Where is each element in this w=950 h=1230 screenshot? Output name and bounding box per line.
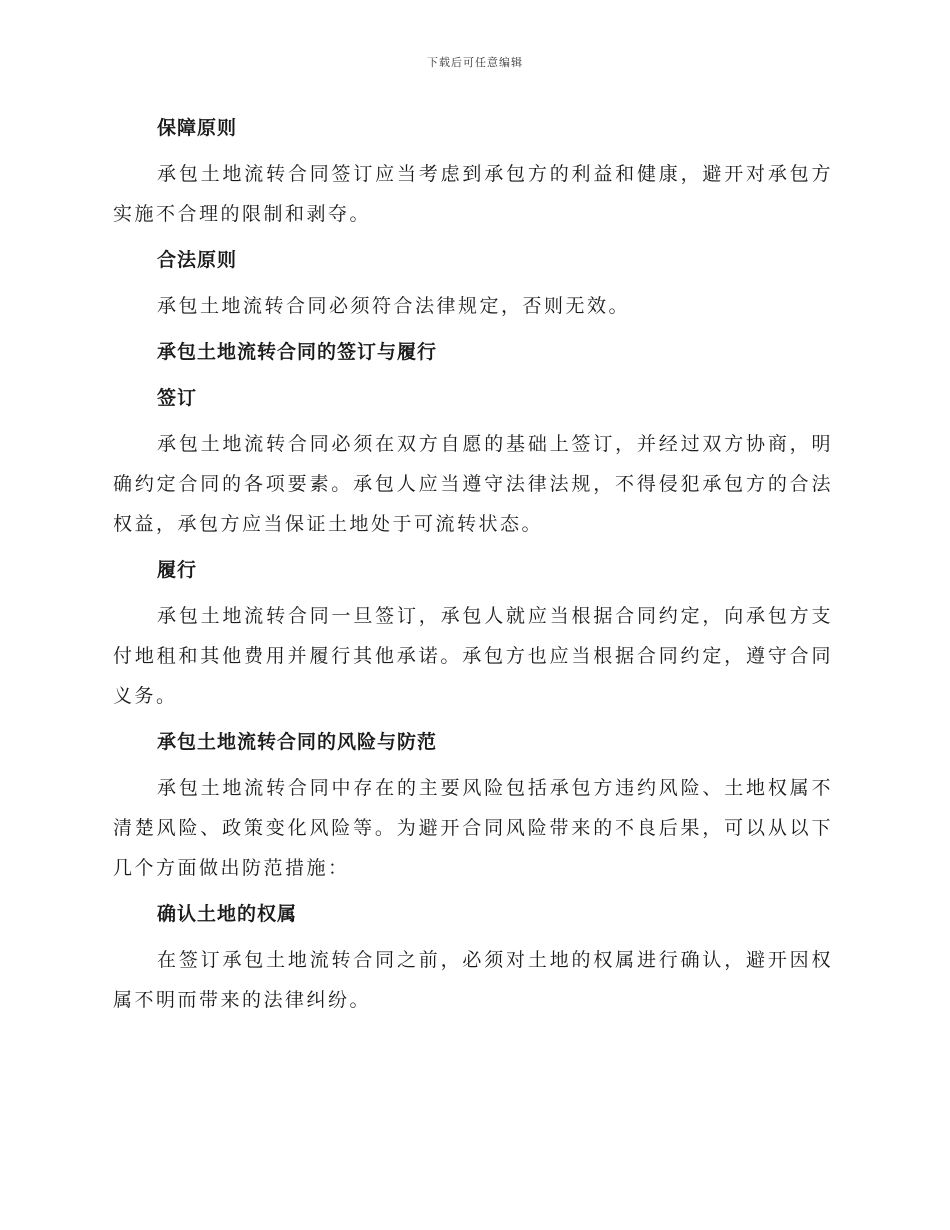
paragraph-signing: 承包土地流转合同必须在双方自愿的基础上签订，并经过双方协商，明确约定合同的各项要素。承包人应当遵守法律法规，不得侵犯承包方的合法权益，承包方应当保证土地处于可流转状态。 bbox=[113, 433, 833, 535]
paragraph-risk-prevention: 承包土地流转合同中存在的主要风险包括承包方违约风险、土地权属不清楚风险、政策变化风险等。为避开合同风险带来的不良后果，可以从以下几个方面做出防范措施： bbox=[113, 777, 833, 879]
document-body bbox=[113, 108, 833, 1026]
paragraph-guarantee-principle: 承包土地流转合同签订应当考虑到承包方的利益和健康，避开对承包方实施不合理的限制和剥夺。 bbox=[113, 163, 833, 225]
section-heading-risk-prevention: 承包土地流转合同的风险与防范 bbox=[157, 731, 438, 753]
section-heading-signing-performance: 承包土地流转合同的签订与履行 bbox=[157, 341, 438, 363]
page-header: 下载后可任意编辑 bbox=[427, 56, 523, 69]
section-heading-guarantee-principle: 保障原则 bbox=[157, 117, 238, 139]
paragraph-legal-principle: 承包土地流转合同必须符合法律规定，否则无效。 bbox=[157, 295, 631, 317]
subheading-confirm-ownership: 确认土地的权属 bbox=[157, 903, 298, 925]
subheading-signing: 签订 bbox=[157, 387, 198, 409]
subheading-performance: 履行 bbox=[157, 559, 198, 581]
paragraph-confirm-ownership: 在签订承包土地流转合同之前，必须对土地的权属进行确认，避开因权属不明而带来的法律纠纷。 bbox=[113, 949, 833, 1011]
section-heading-legal-principle: 合法原则 bbox=[157, 249, 238, 271]
paragraph-performance: 承包土地流转合同一旦签订，承包人就应当根据合同约定，向承包方支付地租和其他费用并履行其他承诺。承包方也应当根据合同约定，遵守合同义务。 bbox=[113, 605, 833, 707]
